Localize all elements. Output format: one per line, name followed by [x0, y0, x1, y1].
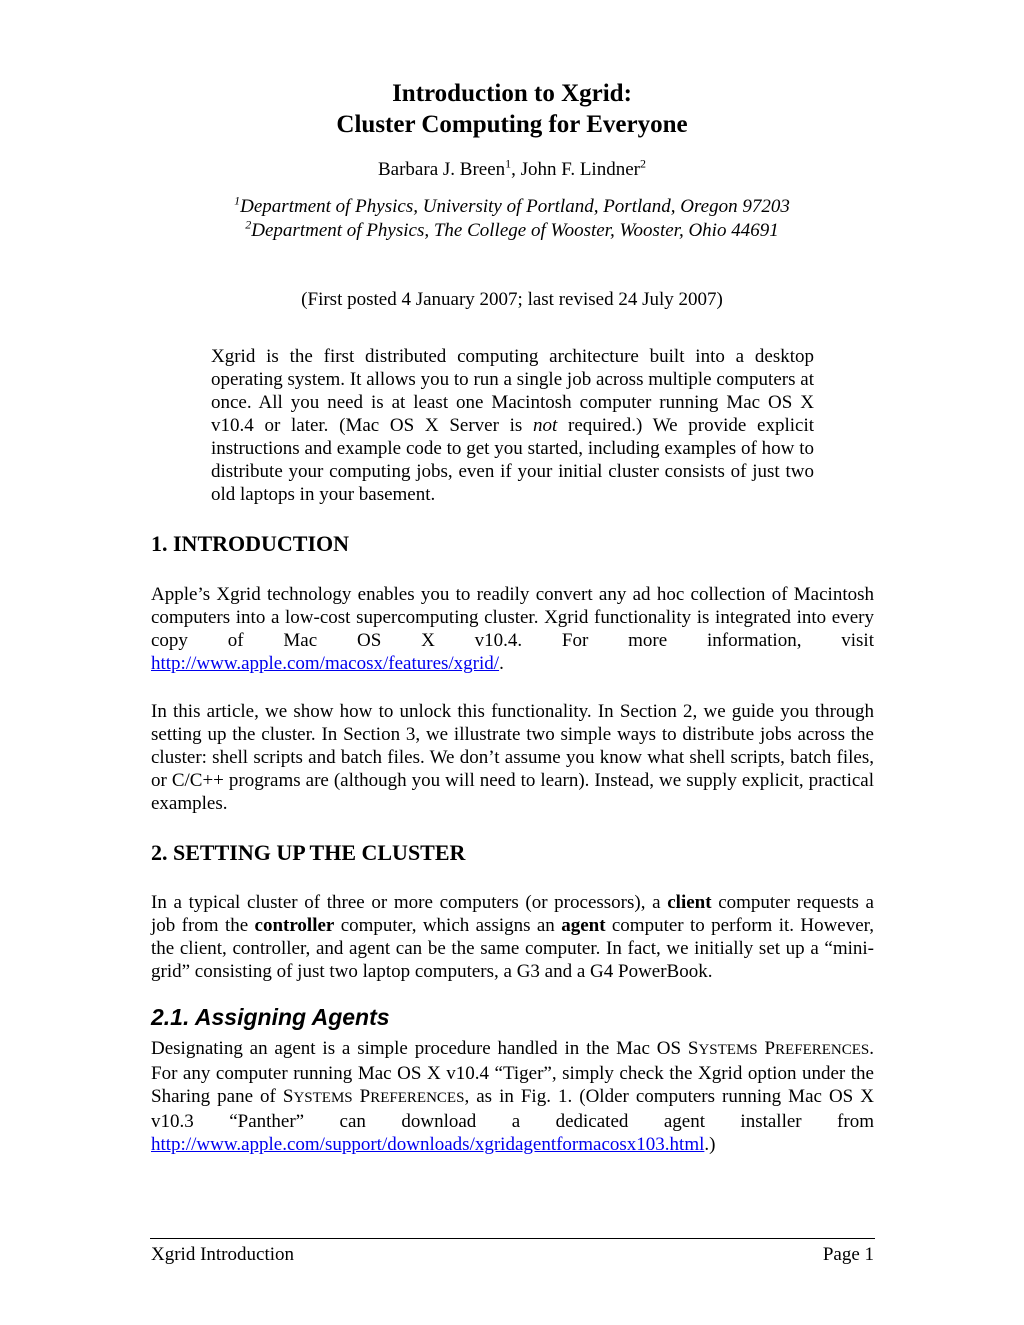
abstract-part-1: Xgrid is the first distributed computing architecture built into a desktop operating system. It allows you to run a single job across multiple computers at once. All you need is at least one Macintosh computer running Mac OS X v10.4 or later. (Mac OS X Server is: [211, 346, 814, 436]
section-2-1-heading: 2.1. Assigning Agents: [151, 1004, 390, 1030]
term-agent: agent: [561, 915, 606, 936]
xgrid-agent-download-link[interactable]: http://www.apple.com/support/downloads/xgridagentformacosx103.html: [151, 1134, 705, 1155]
affiliation-2: [0, 219, 1024, 243]
author-2: John F. Lindner: [520, 159, 640, 180]
author-1: Barbara J. Breen: [378, 159, 506, 180]
affiliation-1-text: Department of Physics, University of Portland, Portland, Oregon 97203: [240, 196, 790, 217]
term-controller: controller: [254, 915, 335, 936]
affiliations: [0, 195, 1024, 243]
s2p1-c: computer requests a job from the: [151, 892, 874, 936]
sc-references: REFERENCES: [775, 1042, 870, 1058]
s2p1-g: computer to perform it. However, the client, controller, and agent can be the same computer. In fact, we initially set up a “mini-grid” consisting of just two laptop computers, a G3 and a G4 PowerBook.: [151, 915, 874, 982]
abstract-emphasis: not: [533, 415, 558, 436]
s21-text-3: , as in Fig. 1. (Older computers running Mac OS X v10.3 “Panther” can download a dedicated agent installer from: [151, 1086, 874, 1132]
section-2-paragraph-1: [151, 891, 874, 983]
systems-preferences-2: [283, 1086, 465, 1107]
section-2-heading: 2. SETTING UP THE CLUSTER: [151, 840, 466, 865]
s21-text-1: Designating an agent is a simple procedure handled in the Mac OS: [151, 1038, 688, 1059]
section-1-paragraph-1: [151, 583, 874, 675]
affiliation-2-text: Department of Physics, The College of Wooster, Wooster, Ohio 44691: [251, 220, 779, 241]
footer-title: Xgrid Introduction: [151, 1244, 295, 1265]
sc-p-cap: P: [764, 1038, 776, 1059]
sc-s-cap-2: S: [282, 1086, 294, 1107]
section-1-heading: 1. INTRODUCTION: [151, 531, 350, 556]
footer-divider: [150, 1238, 875, 1239]
author-separator: ,: [511, 159, 521, 180]
author-line: [0, 158, 1024, 182]
sc-ystems: YSTEMS: [698, 1042, 758, 1058]
abstract: [211, 345, 814, 506]
affiliation-1-sup: 1: [234, 193, 241, 208]
section-2-1-paragraph: [151, 1037, 874, 1156]
s21-text-4: .): [704, 1134, 716, 1155]
sc-s-cap: S: [687, 1038, 699, 1059]
s2p1-a: In a typical cluster of three or more computers (or processors), a: [151, 892, 668, 913]
author-1-sup: 1: [505, 156, 512, 171]
sc-ystems-2: YSTEMS: [293, 1090, 353, 1106]
affiliation-2-sup: 2: [245, 217, 252, 232]
sc-references-2: REFERENCES: [370, 1090, 465, 1106]
section-1-paragraph-2: In this article, we show how to unlock this functionality. In Section 2, we guide you through setting up the cluster. In Section 3, we illustrate two simple ways to distribute jobs across the cluster: shell scripts and batch files. We don’t assume you know what shell scripts, batch files, or C/C++ programs are (although you will need to learn). Instead, we supply explicit, practical examples.: [151, 701, 874, 814]
sc-p-cap-2: P: [359, 1086, 371, 1107]
s2p1-e: computer, which assigns an: [334, 915, 562, 936]
title-line-2: Cluster Computing for Everyone: [336, 111, 688, 138]
title-line-1: Introduction to Xgrid:: [392, 80, 632, 107]
affiliation-1: [0, 195, 1024, 219]
author-2-sup: 2: [639, 156, 646, 171]
s1p1-text: Apple’s Xgrid technology enables you to readily convert any ad hoc collection of Macintosh computers into a low-cost supercomputing cluster. Xgrid functionality is integrated into every copy of Mac OS X v10.4. For more information, visit: [151, 584, 874, 651]
paper-title: [0, 78, 1024, 140]
posted-date: (First posted 4 January 2007; last revised 24 July 2007): [301, 289, 723, 310]
systems-preferences-1: [688, 1038, 869, 1059]
xgrid-features-link[interactable]: http://www.apple.com/macosx/features/xgrid/: [151, 653, 500, 674]
s21-text-2: . For any computer running Mac OS X v10.4 “Tiger”, simply check the Xgrid option under the Sharing pane of: [151, 1038, 874, 1107]
term-client: client: [667, 892, 712, 913]
s1p1-end: .: [499, 653, 504, 674]
abstract-part-2: required.) We provide explicit instructions and example code to get you started, including examples of how to distribute your computing jobs, even if your initial cluster consists of just two old laptops in your basement.: [211, 415, 815, 505]
page-number: Page 1: [822, 1244, 874, 1265]
